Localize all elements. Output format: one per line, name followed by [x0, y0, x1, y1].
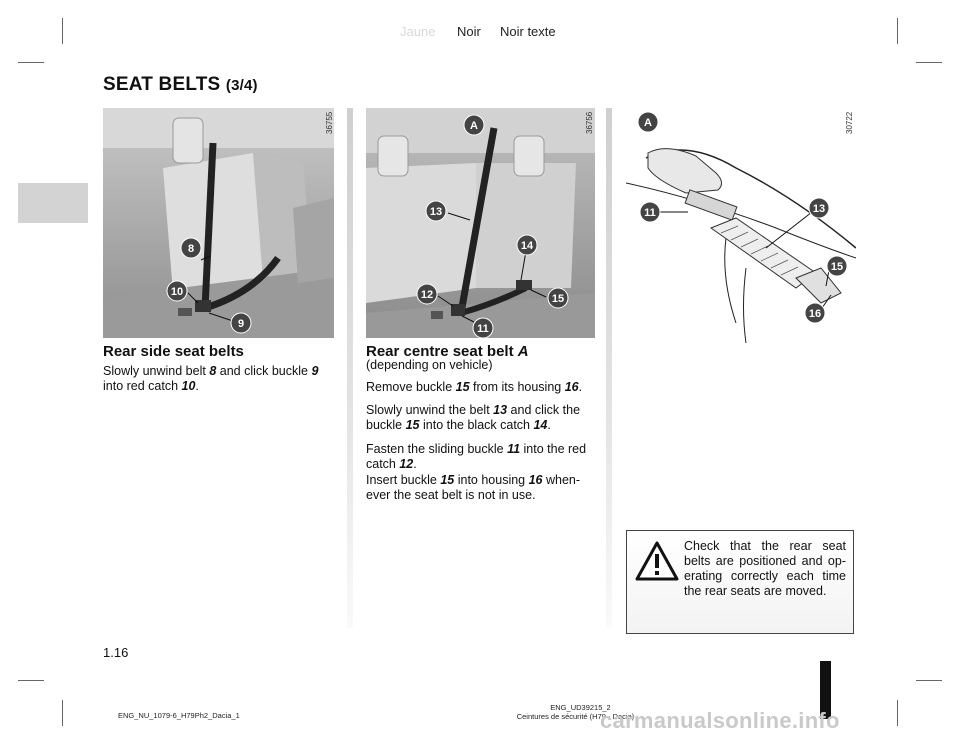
callout-A: A: [470, 120, 478, 132]
callout-13: 13: [812, 203, 826, 215]
figure-code: 36756: [585, 111, 594, 134]
paragraph-remove-buckle: Remove buckle 15 from its housing 16.: [366, 380, 583, 394]
page-number: 1.16: [103, 645, 129, 660]
callout-15: 15: [551, 293, 565, 305]
callout-11: 11: [644, 207, 656, 219]
section-heading-rear-centre: Rear centre seat belt A: [366, 343, 529, 360]
title-main: SEAT BELTS: [103, 74, 221, 95]
figure-code: 36755: [325, 111, 334, 134]
paragraph-sliding-buckle: Fasten the sliding buckle 11 into the red catch 12.: [366, 442, 587, 471]
crop-mark: [916, 62, 942, 63]
crop-mark: [62, 700, 63, 726]
chapter-tab: [18, 183, 88, 223]
paragraph-insert-buckle: Insert buckle 15 into housing 16 when-ever the seat belt is not in use.: [366, 473, 581, 502]
warning-box: [626, 530, 854, 634]
figure-rear-side-seat-belt: [103, 108, 334, 338]
title-suffix: (3/4): [225, 77, 258, 94]
crop-mark: [897, 700, 898, 726]
footer-center-line1: ENG_UD39215_2: [550, 703, 611, 712]
column-divider: [347, 108, 353, 628]
callout-10: 10: [170, 286, 184, 298]
warning-text: Check that the rear seat belts are positioned and op-erating correctly each time the rear seats are moved.: [684, 539, 846, 598]
figure-rear-centre-seat-belt: [366, 108, 595, 338]
crop-mark: [916, 680, 942, 681]
callout-A: A: [644, 117, 652, 129]
section-subheading: (depending on vehicle): [366, 358, 493, 372]
print-mark-noir-texte: Noir texte: [500, 24, 556, 39]
callout-13: 13: [429, 206, 443, 218]
figure-code: 30722: [845, 111, 854, 134]
warning-triangle-icon: [634, 540, 680, 582]
crop-mark: [62, 18, 63, 44]
watermark: carmanualsonline.info: [600, 708, 840, 733]
crop-mark: [18, 680, 44, 681]
callout-14: 14: [520, 240, 534, 252]
footer-left-code: ENG_NU_1079-6_H79Ph2_Dacia_1: [118, 711, 240, 720]
paragraph-unwind-belt: Slowly unwind the belt 13 and click the buckle 15 into the black catch 14.: [366, 403, 581, 432]
print-mark-jaune: Jaune: [400, 24, 436, 39]
callout-9: 9: [237, 318, 245, 330]
section-heading-rear-side: Rear side seat belts: [103, 343, 244, 360]
page-title: [103, 74, 258, 96]
callout-8: 8: [187, 243, 195, 255]
callout-15: 15: [830, 261, 844, 273]
footer-center-line2: Ceintures de sécurité (H79 - Dacia): [516, 712, 635, 721]
figure-belt-housing-drawing: [626, 108, 856, 343]
callout-12: 12: [420, 289, 434, 301]
print-mark-noir: Noir: [457, 24, 481, 39]
callout-16: 16: [808, 308, 822, 320]
column-divider: [606, 108, 612, 628]
crop-mark: [18, 62, 44, 63]
callout-11: 11: [477, 323, 489, 335]
crop-mark: [897, 18, 898, 44]
paragraph-rear-side: Slowly unwind belt 8 and click buckle 9 into red catch 10.: [103, 364, 319, 393]
